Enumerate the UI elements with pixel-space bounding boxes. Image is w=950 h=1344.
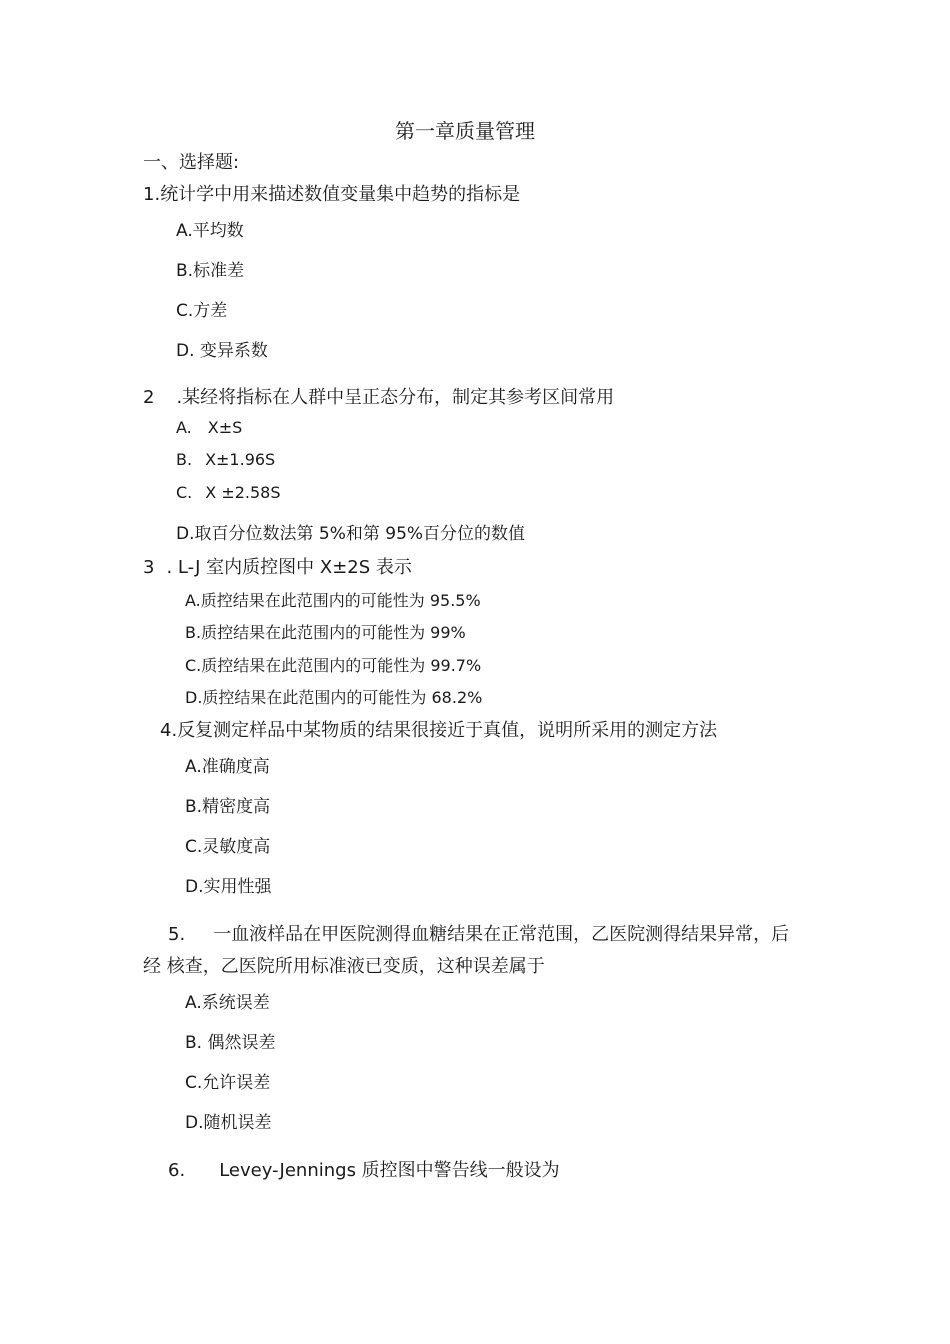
option-1c: C.方差 — [176, 301, 228, 321]
option-5d: D.随机误差 — [185, 1113, 272, 1133]
option-4c: C.灵敏度高 — [185, 837, 271, 857]
option-1d: D. 变异系数 — [176, 341, 268, 361]
option-1a: A.平均数 — [176, 221, 244, 241]
option-letter: C. — [176, 483, 193, 502]
question-2 — [143, 389, 614, 407]
option-5c: C.允许误差 — [185, 1073, 271, 1093]
question-6 — [168, 1162, 560, 1180]
option-4b: B.精密度高 — [185, 797, 271, 817]
question-number: 3 — [143, 557, 155, 578]
option-2b — [176, 452, 275, 468]
question-number: 6. — [168, 1160, 186, 1181]
option-4a: A.准确度高 — [185, 757, 270, 777]
option-letter: A. — [176, 418, 192, 437]
option-3b: B.质控结果在此范围内的可能性为 99% — [185, 623, 466, 642]
option-value: X±S — [207, 418, 243, 437]
option-4d: D.实用性强 — [185, 877, 272, 897]
question-text: .某经将指标在人群中呈正态分布，制定其参考区间常用 — [176, 387, 615, 408]
option-3a: A.质控结果在此范围内的可能性为 95.5% — [185, 591, 481, 610]
question-5 — [168, 926, 789, 944]
question-number: 1. — [143, 184, 161, 205]
question-4 — [160, 722, 717, 740]
question-text: 一血液样品在甲医院测得血糖结果在正常范围，乙医院测得结果异常，后 — [213, 924, 790, 945]
question-1 — [143, 186, 520, 204]
section-heading: 一、选择题: — [143, 152, 240, 173]
option-letter: B. — [176, 450, 193, 469]
option-2d: D.取百分位数法第 5%和第 95%百分位的数值 — [176, 524, 526, 544]
question-text: 统计学中用来描述数值变量集中趋势的指标是 — [160, 184, 521, 205]
question-text: Levey-Jennings 质控图中警告线一般设为 — [219, 1160, 560, 1181]
question-number: 5. — [168, 924, 186, 945]
question-3 — [143, 559, 412, 577]
option-value: X±1.96S — [205, 450, 276, 469]
option-2c — [176, 485, 281, 501]
option-1b: B.标准差 — [176, 261, 245, 281]
option-3c: C.质控结果在此范围内的可能性为 99.7% — [185, 656, 482, 675]
option-value: X ±2.58S — [205, 483, 281, 502]
option-5a: A.系统误差 — [185, 993, 270, 1013]
option-3d: D.质控结果在此范围内的可能性为 68.2% — [185, 688, 483, 707]
option-5b: B. 偶然误差 — [185, 1033, 276, 1053]
question-number: 2 — [143, 387, 155, 408]
question-text: . L-J 室内质控图中 X±2S 表示 — [166, 557, 412, 578]
page-title: 第一章质量管理 — [395, 119, 535, 143]
question-number: 4. — [160, 720, 178, 741]
question-5-continuation: 经 核查，乙医院所用标准液已变质，这种误差属于 — [143, 956, 545, 977]
question-text: 反复测定样品中某物质的结果很接近于真值，说明所采用的测定方法 — [177, 720, 718, 741]
option-2a — [176, 420, 242, 436]
